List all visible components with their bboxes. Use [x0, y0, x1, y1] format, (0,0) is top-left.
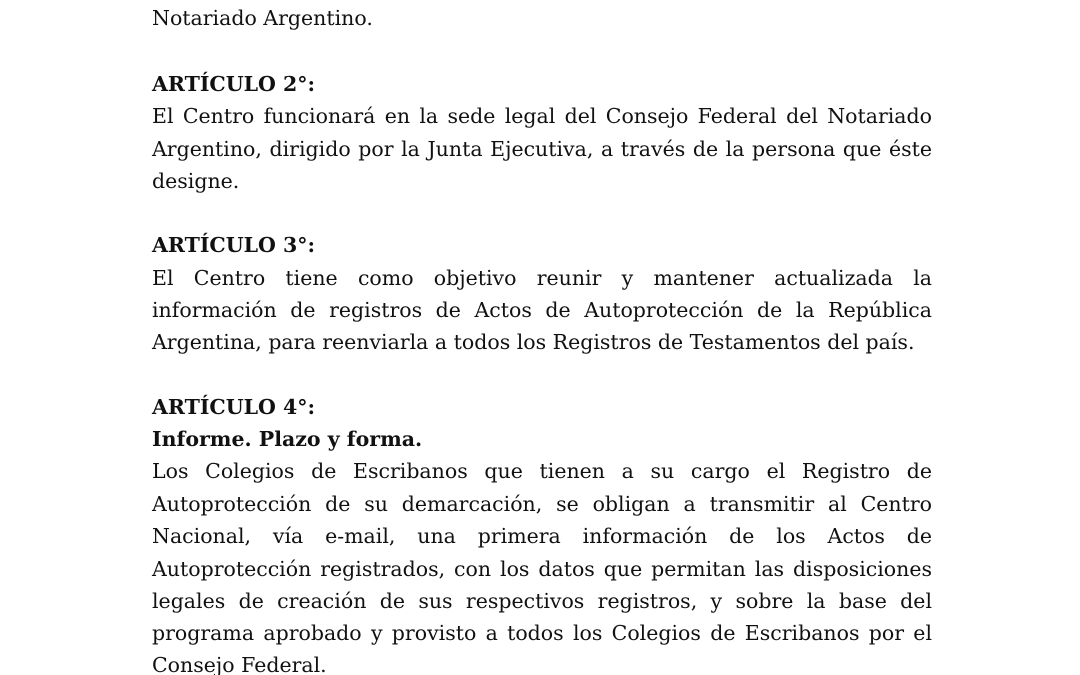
article-4-heading: ARTÍCULO 4°:: [152, 395, 316, 419]
article-3-heading: ARTÍCULO 3°:: [152, 233, 316, 257]
intro-line: Notariado Argentino.: [152, 6, 373, 30]
article-4-line: Consejo Federal.: [152, 653, 327, 675]
article-4-line: Nacional, vía e-mail, una primera información de los Actos de: [152, 524, 932, 548]
article-2-line: El Centro funcionará en la sede legal del Consejo Federal del Notariado: [152, 104, 932, 128]
article-4-line: Los Colegios de Escribanos que tienen a su cargo el Registro de: [152, 459, 932, 483]
article-2-heading: ARTÍCULO 2°:: [152, 72, 316, 96]
article-4-line: Autoprotección registrados, con los datos que permitan las disposiciones: [152, 557, 932, 581]
article-4-line: legales de creación de sus respectivos registros, y sobre la base del: [152, 589, 932, 613]
article-4-line: programa aprobado y provisto a todos los Colegios de Escribanos por el: [152, 621, 932, 645]
article-3-line: información de registros de Actos de Autoprotección de la República: [152, 298, 932, 322]
article-2-line: designe.: [152, 169, 240, 193]
article-4-subheading: Informe. Plazo y forma.: [152, 427, 423, 451]
article-3-line: Argentina, para reenviarla a todos los Registros de Testamentos del país.: [152, 330, 915, 354]
article-3-line: El Centro tiene como objetivo reunir y mantener actualizada la: [152, 266, 932, 290]
article-2-line: Argentino, dirigido por la Junta Ejecutiva, a través de la persona que éste: [152, 137, 932, 161]
article-4-line: Autoprotección de su demarcación, se obligan a transmitir al Centro: [152, 492, 932, 516]
